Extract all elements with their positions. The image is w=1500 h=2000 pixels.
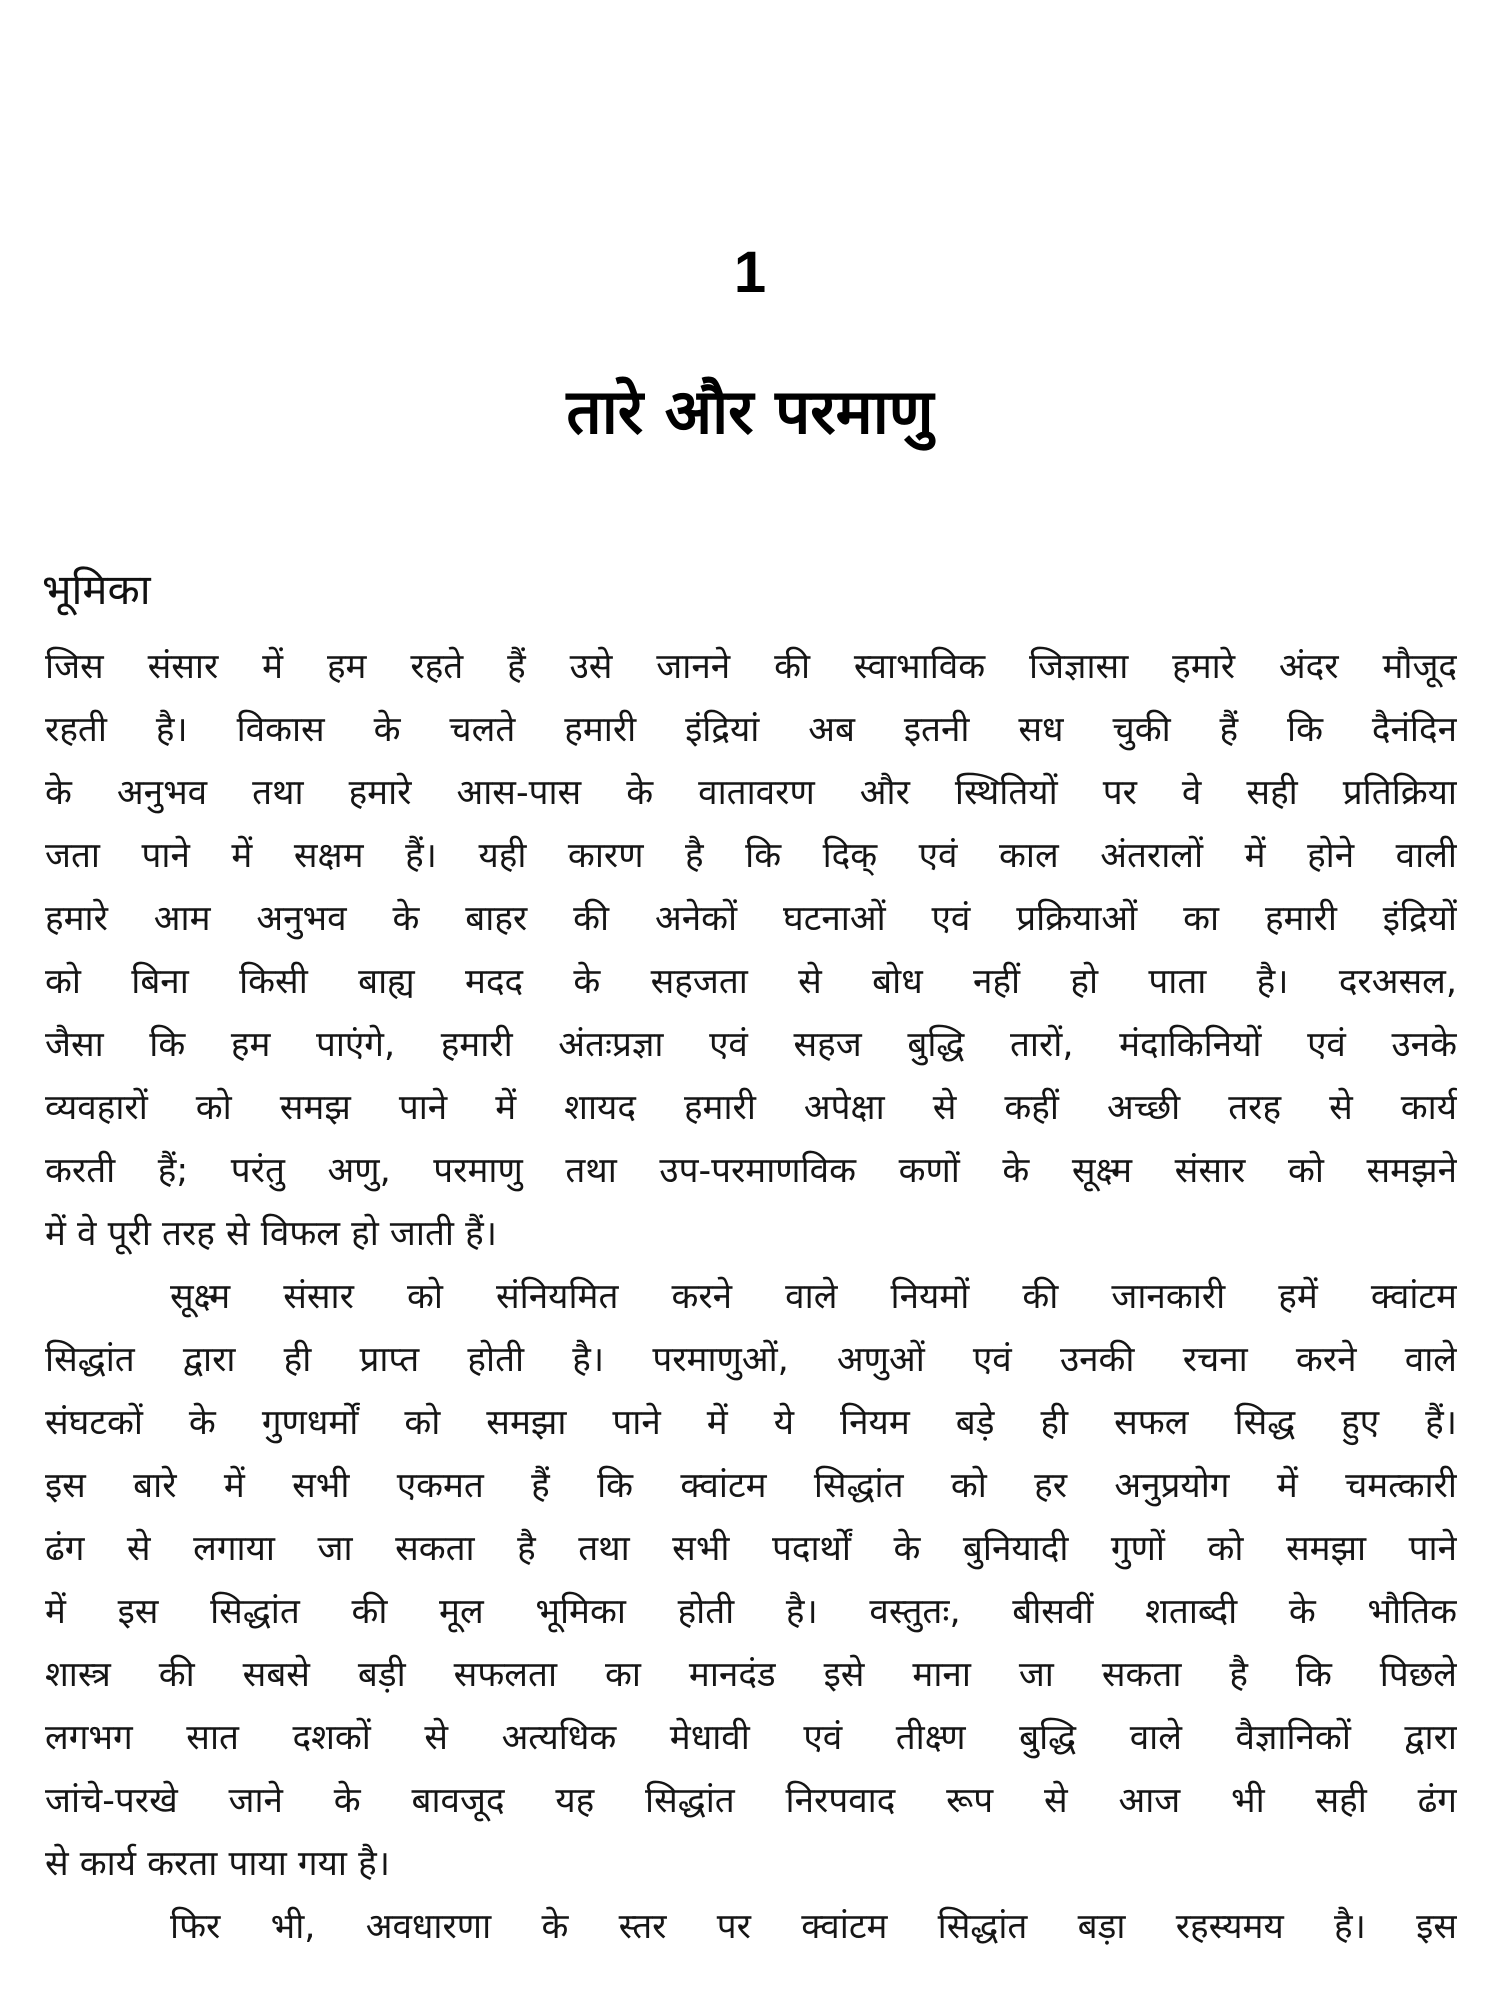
text-line: लगभग सात दशकों से अत्यधिक मेधावी एवं तीक्ष्ण बुद्धि वाले वैज्ञानिकों द्वारा xyxy=(45,1718,1457,1758)
text-line: से कार्य करता पाया गया है। xyxy=(45,1844,390,1884)
text-line: ढंग से लगाया जा सकता है तथा सभी पदार्थों के बुनियादी गुणों को समझा पाने xyxy=(45,1529,1457,1569)
text-line: को बिना किसी बाह्य मदद के सहजता से बोध नहीं हो पाता है। दरअसल, xyxy=(45,962,1457,1002)
body-text xyxy=(45,636,1457,1959)
text-line: हमारे आम अनुभव के बाहर की अनेकों घटनाओं एवं प्रक्रियाओं का हमारी इंद्रियों xyxy=(45,899,1457,939)
text-line: इस बारे में सभी एकमत हैं कि क्वांटम सिद्धांत को हर अनुप्रयोग में चमत्कारी xyxy=(45,1466,1457,1506)
text-line: जांचे-परखे जाने के बावजूद यह सिद्धांत निरपवाद रूप से आज भी सही ढंग xyxy=(45,1781,1457,1821)
section-heading: भूमिका xyxy=(42,565,151,614)
text-line: जता पाने में सक्षम हैं। यही कारण है कि दिक् एवं काल अंतरालों में होने वाली xyxy=(45,836,1457,876)
chapter-title: तारे और परमाणु xyxy=(566,375,934,448)
text-line: संघटकों के गुणधर्मों को समझा पाने में ये नियम बड़े ही सफल सिद्ध हुए हैं। xyxy=(45,1403,1457,1443)
text-line: शास्त्र की सबसे बड़ी सफलता का मानदंड इसे माना जा सकता है कि पिछले xyxy=(45,1655,1457,1695)
text-line: व्यवहारों को समझ पाने में शायद हमारी अपेक्षा से कहीं अच्छी तरह से कार्य xyxy=(45,1088,1457,1128)
text-line: रहती है। विकास के चलते हमारी इंद्रियां अब इतनी सध चुकी हैं कि दैनंदिन xyxy=(45,710,1457,750)
chapter-number: 1 xyxy=(733,240,767,305)
text-line: सूक्ष्म संसार को संनियमित करने वाले नियमों की जानकारी हमें क्वांटम xyxy=(170,1277,1457,1317)
text-line: में वे पूरी तरह से विफल हो जाती हैं। xyxy=(45,1214,497,1254)
text-line: सिद्धांत द्वारा ही प्राप्त होती है। परमाणुओं, अणुओं एवं उनकी रचना करने वाले xyxy=(45,1340,1457,1380)
text-line: जिस संसार में हम रहते हैं उसे जानने की स्वाभाविक जिज्ञासा हमारे अंदर मौजूद xyxy=(45,647,1457,687)
text-line: के अनुभव तथा हमारे आस-पास के वातावरण और स्थितियों पर वे सही प्रतिक्रिया xyxy=(45,773,1457,813)
text-line: करती हैं; परंतु अणु, परमाणु तथा उप-परमाणविक कणों के सूक्ष्म संसार को समझने xyxy=(45,1151,1457,1191)
text-line: फिर भी, अवधारणा के स्तर पर क्वांटम सिद्धांत बड़ा रहस्यमय है। इस xyxy=(170,1907,1457,1947)
text-line: में इस सिद्धांत की मूल भूमिका होती है। वस्तुतः, बीसवीं शताब्दी के भौतिक xyxy=(45,1592,1457,1632)
text-line: जैसा कि हम पाएंगे, हमारी अंतःप्रज्ञा एवं सहज बुद्धि तारों, मंदाकिनियों एवं उनके xyxy=(45,1025,1457,1065)
